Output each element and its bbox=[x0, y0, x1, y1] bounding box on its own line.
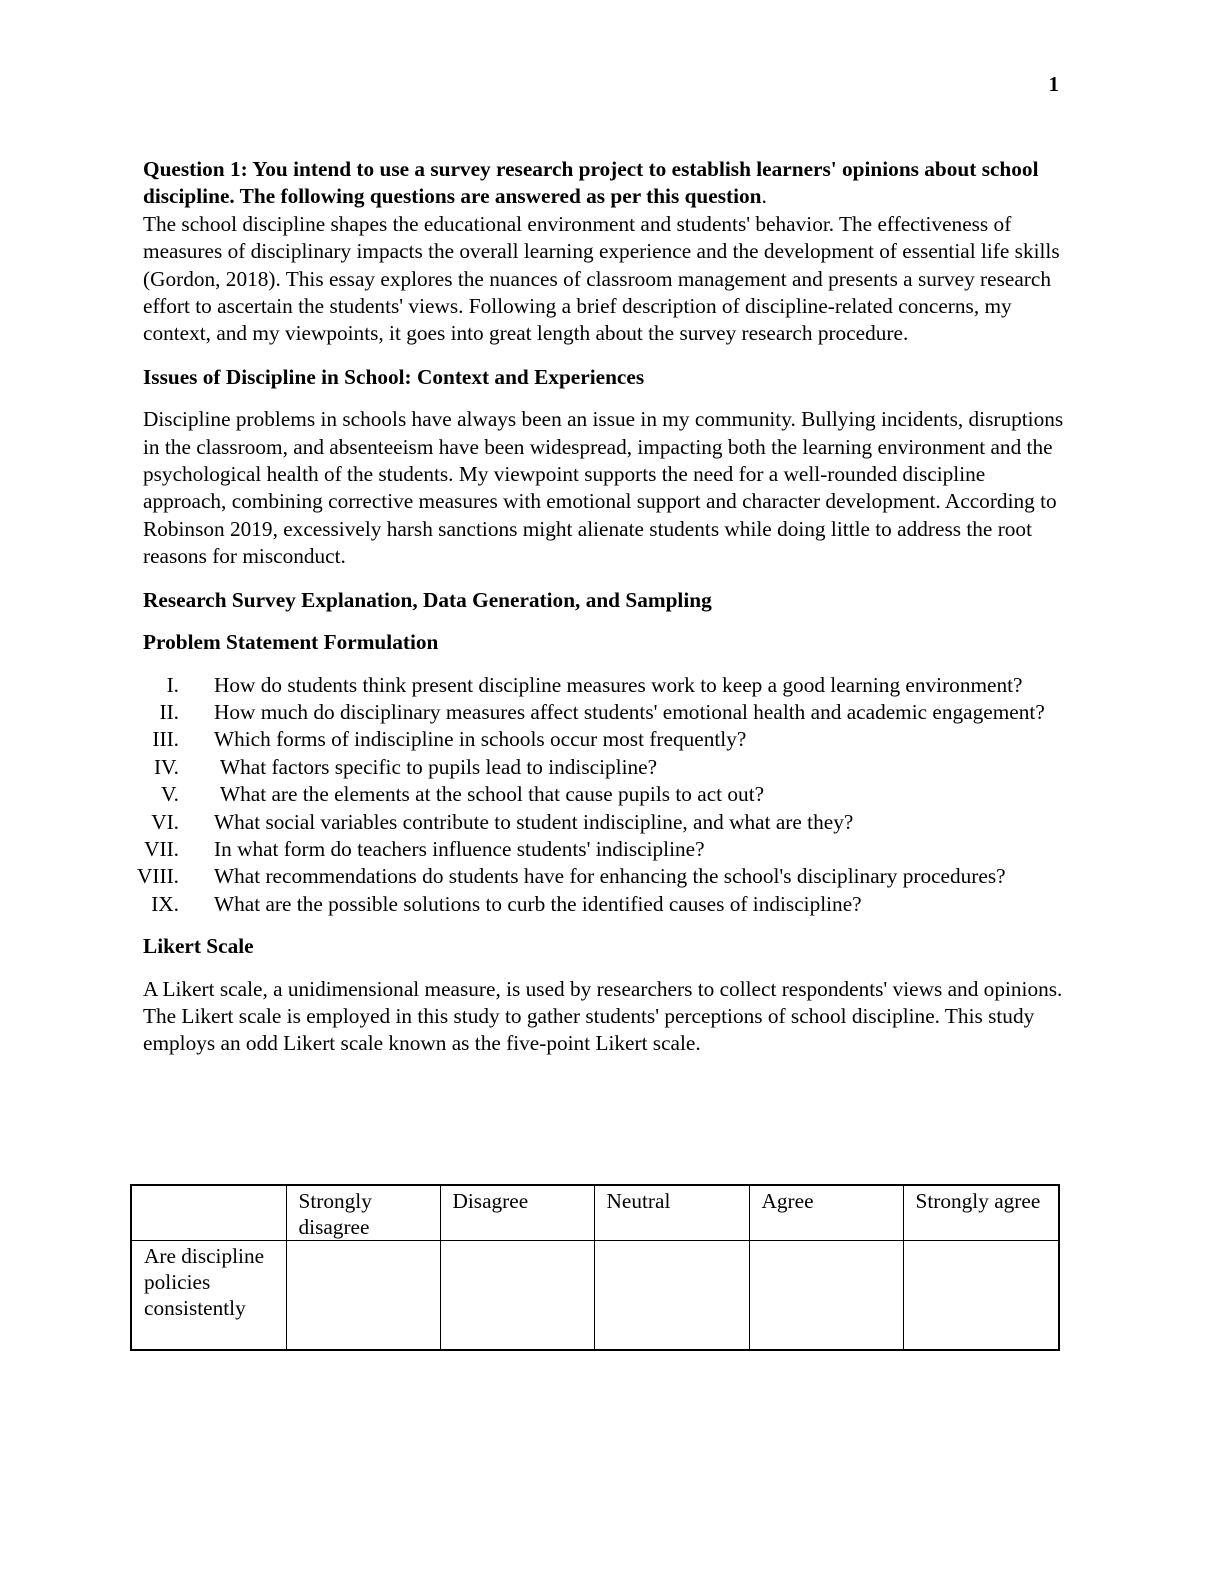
document-body bbox=[137, 156, 1073, 1074]
list-item-text: How much do disciplinary measures affect students' emotional health and academic engagement? bbox=[214, 699, 1045, 724]
list-item-text: What factors specific to pupils lead to indiscipline? bbox=[220, 754, 658, 779]
list-item-number: V. bbox=[161, 782, 179, 807]
list-item-number: VIII. bbox=[137, 864, 179, 889]
table-header-cell: Agree bbox=[749, 1185, 903, 1241]
table-row bbox=[131, 1241, 1059, 1351]
likert-table bbox=[130, 1184, 1060, 1351]
list-item bbox=[143, 672, 1073, 699]
intro-paragraph: The school discipline shapes the educational environment and students' behavior. The effectiveness of measures of disciplinary impacts the overall learning experience and the development of essential life skills (Gordon, 2018). This essay explores the nuances of classroom management and presents a survey research effort to ascertain the students' views. Following a brief description of discipline-related concerns, my context, and my viewpoints, it goes into great length about the survey research procedure. bbox=[143, 211, 1060, 346]
table-cell bbox=[594, 1241, 749, 1351]
list-item-number: II. bbox=[159, 699, 179, 724]
question-block bbox=[143, 156, 1073, 348]
list-item bbox=[143, 809, 1073, 836]
question-heading: Question 1: You intend to use a survey research project to establish learners' opinions about school discipline. The following questions are answered as per this question bbox=[143, 157, 1039, 209]
list-item-text: What recommendations do students have for enhancing the school's disciplinary procedures? bbox=[214, 864, 1006, 889]
list-item-text: What social variables contribute to student indiscipline, and what are they? bbox=[214, 809, 854, 834]
problem-heading: Problem Statement Formulation bbox=[143, 630, 439, 655]
list-item bbox=[143, 726, 1073, 753]
table-cell bbox=[749, 1241, 903, 1351]
table-header-cell: Strongly disagree bbox=[286, 1185, 440, 1241]
research-heading: Research Survey Explanation, Data Generation, and Sampling bbox=[143, 587, 712, 612]
list-item bbox=[143, 754, 1073, 781]
list-item-number: IX. bbox=[151, 891, 179, 916]
likert-paragraph: A Likert scale, a unidimensional measure, is used by researchers to collect respondents' views and opinions. The Likert scale is employed in this study to gather students' perceptions of school discipline. This study employs an odd Likert scale known as the five-point Likert scale. bbox=[143, 976, 1063, 1056]
likert-heading: Likert Scale bbox=[143, 934, 254, 959]
list-item-text: How do students think present discipline measures work to keep a good learning environment? bbox=[214, 672, 1023, 697]
list-item bbox=[143, 891, 1073, 918]
table-header-cell bbox=[131, 1185, 286, 1241]
list-item-text: What are the elements at the school that cause pupils to act out? bbox=[220, 782, 765, 807]
list-item-number: III. bbox=[152, 727, 179, 752]
table-cell bbox=[903, 1241, 1059, 1351]
table-header-row bbox=[131, 1185, 1059, 1241]
issues-heading: Issues of Discipline in School: Context and Experiences bbox=[143, 364, 645, 389]
question-heading-period: . bbox=[761, 184, 767, 209]
page-number: 1 bbox=[1048, 72, 1059, 96]
list-item-number: I. bbox=[166, 672, 179, 697]
list-item-number: VII. bbox=[144, 836, 179, 861]
list-item bbox=[143, 836, 1073, 863]
list-item-number: IV. bbox=[153, 754, 179, 779]
list-item-text: What are the possible solutions to curb the identified causes of indiscipline? bbox=[214, 891, 862, 916]
list-item bbox=[143, 699, 1073, 726]
table-header-cell: Strongly agree bbox=[903, 1185, 1059, 1241]
list-item-text: Which forms of indiscipline in schools occur most frequently? bbox=[214, 727, 747, 752]
list-item bbox=[143, 781, 1073, 808]
question-list bbox=[137, 672, 1073, 919]
list-item-text: In what form do teachers influence students' indiscipline? bbox=[214, 836, 705, 861]
list-item-number: VI. bbox=[151, 809, 179, 834]
table-cell bbox=[440, 1241, 594, 1351]
issues-paragraph: Discipline problems in schools have always been an issue in my community. Bullying incidents, disruptions in the classroom, and absenteeism have been widespread, impacting both the learning environment and the psychological health of the students. My viewpoint supports the need for a well-rounded discipline approach, combining corrective measures with emotional support and character development. According to Robinson 2019, excessively harsh sanctions might alienate students while doing little to address the root reasons for misconduct. bbox=[143, 407, 1064, 569]
table-cell: Are discipline policies consistently bbox=[131, 1241, 286, 1351]
table-header-cell: Neutral bbox=[594, 1185, 749, 1241]
table-header-cell: Disagree bbox=[440, 1185, 594, 1241]
list-item bbox=[137, 863, 1073, 890]
table-cell bbox=[286, 1241, 440, 1351]
